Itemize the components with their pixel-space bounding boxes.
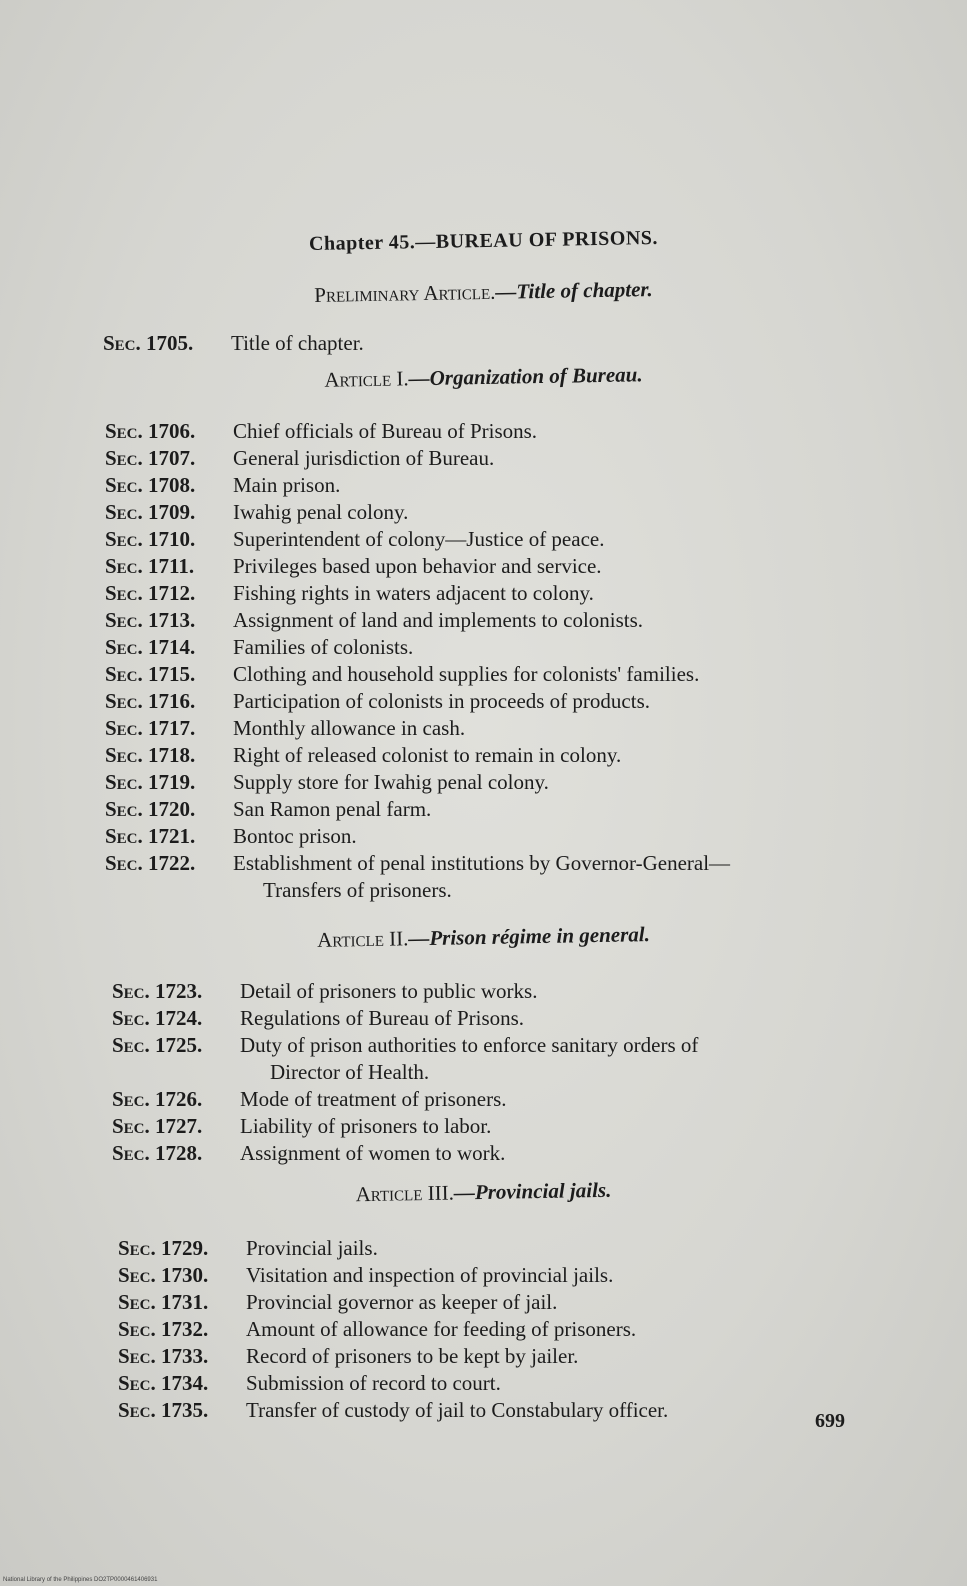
section-list-article-3 [118,1235,668,1424]
section-title: Clothing and household supplies for colonists' families. [233,662,700,686]
section-title: Bontoc prison. [233,824,357,848]
section-entry [118,1235,668,1262]
section-entry [105,526,730,553]
section-title: Regulations of Bureau of Prisons. [240,1006,525,1030]
section-number: Sec. 1713. [105,608,196,632]
section-number: Sec. 1730. [118,1263,209,1287]
section-number: Sec. 1714. [105,635,196,659]
section-entry [118,1397,668,1424]
section-entry [112,1140,698,1167]
section-title: Assignment of land and implements to colonists. [233,608,644,632]
section-title-continuation: Transfers of prisoners. [263,878,452,902]
section-entry [112,1005,698,1032]
section-title: General jurisdiction of Bureau. [233,446,495,470]
section-title: Chief officials of Bureau of Prisons. [233,419,538,443]
section-number: Sec. 1710. [105,527,196,551]
section-entry [105,823,730,850]
section-number: Sec. 1727. [112,1114,203,1138]
section-entry [105,850,730,904]
section-number: Sec. 1729. [118,1236,209,1260]
section-number: Sec. 1735. [118,1398,209,1422]
article-subtitle: —Organization of Bureau. [408,362,643,391]
section-number: Sec. 1707. [105,446,196,470]
article-subtitle: —Title of chapter. [495,277,653,304]
section-number: Sec. 1705. [103,331,194,355]
section-title: Iwahig penal colony. [233,500,409,524]
section-title: Amount of allowance for feeding of prisoners. [246,1317,637,1341]
section-title: Visitation and inspection of provincial jails. [246,1263,614,1287]
section-title: Title of chapter. [231,331,364,355]
section-number: Sec. 1723. [112,979,203,1003]
section-number: Sec. 1719. [105,770,196,794]
section-number: Sec. 1708. [105,473,196,497]
section-entry [105,580,730,607]
section-entry [105,715,730,742]
article-2-heading [0,917,967,959]
scan-credit-footer: National Library of the Philippines DO2TP0000461406931 [3,1577,158,1583]
section-number: Sec. 1706. [105,419,196,443]
section-entry [118,1370,668,1397]
section-number: Sec. 1711. [105,554,195,578]
section-entry [105,634,730,661]
chapter-title: Chapter 45.—BUREAU OF PRISONS. [308,226,659,256]
section-number: Sec. 1734. [118,1371,209,1395]
page-number: 699 [815,1410,845,1432]
section-number: Sec. 1717. [105,716,196,740]
section-list-preliminary [103,330,364,357]
section-entry [105,742,730,769]
section-entry [112,1113,698,1140]
section-title: Main prison. [233,473,341,497]
article-3-heading [0,1172,967,1214]
article-subtitle: —Provincial jails. [453,1177,612,1205]
section-entry [105,499,730,526]
section-title: Fishing rights in waters adjacent to colony. [233,581,594,605]
section-entry [103,330,364,357]
section-entry [118,1289,668,1316]
section-title: Mode of treatment of prisoners. [240,1087,507,1111]
section-number: Sec. 1728. [112,1141,203,1165]
section-title-line: Duty of prison authorities to enforce sanitary orders of [240,1033,699,1057]
section-title: Assignment of women to work. [240,1141,506,1165]
section-entry [105,796,730,823]
section-number: Sec. 1732. [118,1317,209,1341]
section-number: Sec. 1724. [112,1006,203,1030]
section-entry [105,607,730,634]
section-title: Submission of record to court. [246,1371,501,1395]
section-number: Sec. 1725. [112,1033,203,1057]
section-number: Sec. 1712. [105,581,196,605]
section-entry [112,1032,698,1086]
section-entry [105,418,730,445]
section-title: Provincial jails. [246,1236,378,1260]
section-title: San Ramon penal farm. [233,797,432,821]
section-title: Record of prisoners to be kept by jailer. [246,1344,579,1368]
section-title [240,1032,698,1086]
section-entry [112,978,698,1005]
article-label: Article I. [324,366,409,392]
section-title: Provincial governor as keeper of jail. [246,1290,558,1314]
article-label: Article III. [355,1180,455,1207]
section-entry [118,1262,668,1289]
section-title: Monthly allowance in cash. [233,716,466,740]
section-number: Sec. 1715. [105,662,196,686]
section-number: Sec. 1718. [105,743,196,767]
section-number: Sec. 1720. [105,797,196,821]
section-number: Sec. 1731. [118,1290,209,1314]
section-title [233,850,730,904]
article-label: Article II. [316,926,409,952]
preliminary-article-heading [0,272,967,314]
article-label: Preliminary Article. [314,279,496,307]
section-list-article-1 [105,418,730,904]
section-title: Supply store for Iwahig penal colony. [233,770,549,794]
section-title-continuation: Director of Health. [270,1060,430,1084]
section-entry [105,445,730,472]
section-number: Sec. 1709. [105,500,196,524]
section-title: Superintendent of colony—Justice of peace. [233,527,605,551]
section-number: Sec. 1733. [118,1344,209,1368]
section-title: Participation of colonists in proceeds of products. [233,689,650,713]
section-entry [118,1316,668,1343]
section-entry [105,769,730,796]
section-title: Privileges based upon behavior and service. [233,554,602,578]
section-title: Right of released colonist to remain in colony. [233,743,622,767]
section-number: Sec. 1726. [112,1087,203,1111]
section-title: Detail of prisoners to public works. [240,979,538,1003]
section-title: Liability of prisoners to labor. [240,1114,492,1138]
section-entry [105,472,730,499]
section-entry [105,688,730,715]
section-entry [112,1086,698,1113]
section-title-line: Establishment of penal institutions by Governor-General— [233,851,731,875]
section-title: Families of colonists. [233,635,414,659]
article-subtitle: —Prison régime in general. [408,922,651,951]
section-title: Transfer of custody of jail to Constabulary officer. [246,1398,669,1422]
article-1-heading [0,357,967,399]
section-number: Sec. 1722. [105,851,196,875]
section-number: Sec. 1721. [105,824,196,848]
section-number: Sec. 1716. [105,689,196,713]
section-entry [105,661,730,688]
section-entry [105,553,730,580]
section-entry [118,1343,668,1370]
section-list-article-2 [112,978,698,1167]
